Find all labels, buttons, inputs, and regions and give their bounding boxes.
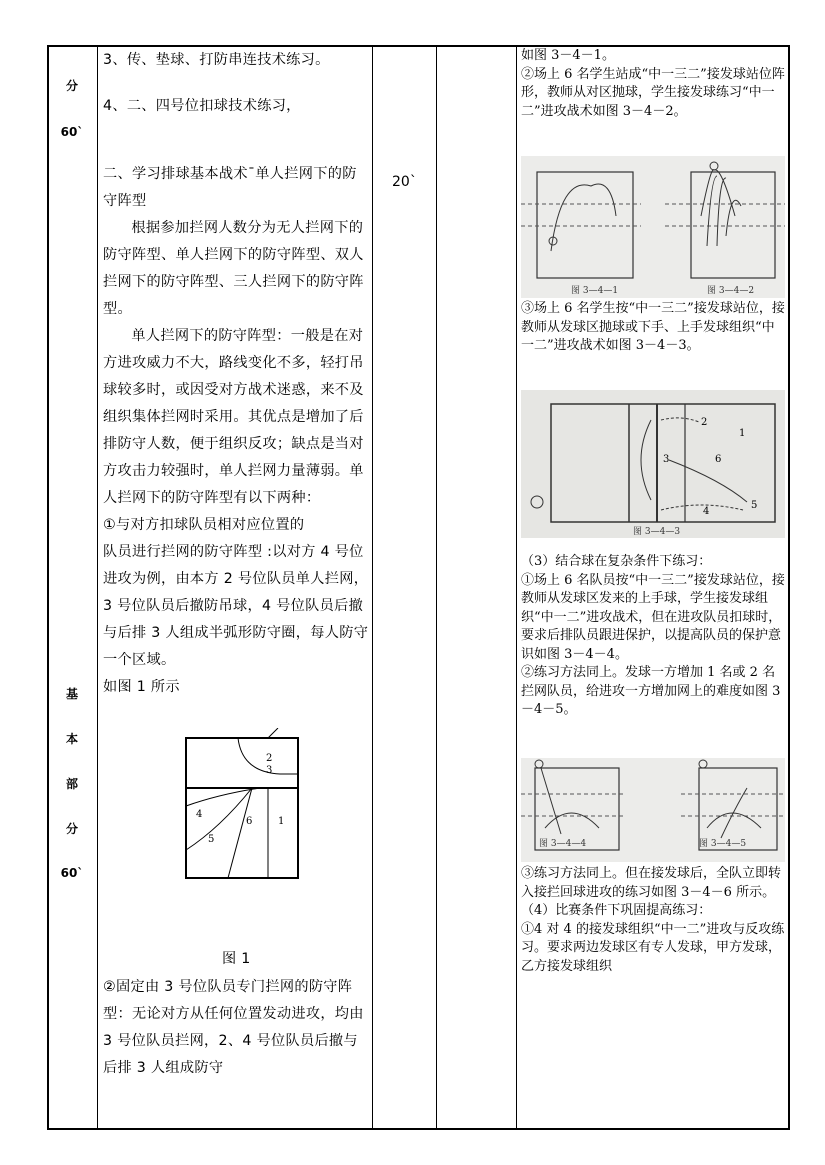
player-label: 4 — [196, 809, 203, 820]
paragraph: 单人拦网下的防守阵型：一般是在对方进攻威力不大，路线变化不多，轻打吊球较多时，或因受对方战术迷惑，来不及组织集体拦网时采用。其优点是增加了后排防守人数，便于组织反攻；缺点是当对方攻击力较强时，单人拦网力量薄弱。单人拦网下的防守阵型有以下两种： — [103, 328, 364, 506]
side-label: 分 — [65, 79, 78, 93]
side-label: 分 — [65, 822, 78, 836]
column-divider — [372, 45, 373, 1130]
paragraph: ③练习方法同上。但在接发球后，全队立即转入接拦回球进攻的练习如图 3－4－6 所示。 — [521, 866, 782, 900]
player-label: 5 — [751, 500, 758, 511]
figure-caption: 图 3—4—5 — [699, 839, 747, 849]
paragraph: （4）比赛条件下巩固提高练习： — [521, 903, 712, 918]
practice-item-4: 4、二、四号位扣球技术练习， — [103, 98, 301, 114]
figure-3-4-1-and-2 — [521, 156, 785, 298]
side-label: 60` — [60, 125, 84, 139]
player-label: 3 — [663, 454, 670, 465]
right-text-top — [521, 47, 786, 121]
player-label: 1 — [739, 428, 746, 439]
figure-caption: 图 3—4—1 — [571, 286, 619, 296]
side-label: 部 — [65, 777, 78, 791]
paragraph: 根据参加拦网人数分为无人拦网下的防守阵型、单人拦网下的防守阵型、双人拦网下的防守阵型、三人拦网下的防守阵型。 — [103, 220, 364, 317]
section-heading: 二、学习排球基本战术¯单人拦网下的防守阵型 — [103, 166, 357, 209]
paragraph: 队员进行拦网的防守阵型 :以对方 4 号位进攻为例，由本方 2 号位队员单人拦网，3 号位队员后撤防吊球，4 号位队员后撤与后排 3 人组成半弧形防守圈，每人防守一个区域。 — [103, 544, 369, 668]
figure-1-court-diagram — [180, 728, 302, 880]
player-label: 6 — [715, 454, 722, 465]
figure-3-4-3 — [521, 390, 785, 538]
figure-1-caption: 图 1 — [222, 951, 251, 967]
paragraph: （3）结合球在复杂条件下练习： — [521, 554, 712, 569]
practice-item-3: 3、传、垫球、打防串连技术练习。 — [103, 52, 330, 68]
column-divider — [97, 45, 98, 1130]
paragraph: 如图 3－4－1。 — [521, 48, 615, 63]
paragraph: ①场上 6 名队员按“中一三二”接发球站位，接教师从发球区发来的上手球，学生接发球组织“中一二”进攻战术，但在进攻队员扣球时，要求后排队员跟进保护，以提高队员的保护意识如图 3－4－4。 — [521, 572, 785, 662]
player-label: 2 — [266, 753, 273, 764]
paragraph: ②固定由 3 号位队员专门拦网的防守阵型：无论对方从任何位置发动进攻，均由 3 号位队员拦网，2、4 号位队员后撤与后排 3 人组成防守 — [103, 979, 364, 1076]
column-divider — [436, 45, 437, 1130]
content-block-top — [103, 47, 369, 140]
player-label: 1 — [278, 816, 285, 827]
player-label: 2 — [701, 417, 708, 428]
paragraph: ②练习方法同上。发球一方增加 1 名或 2 名拦网队员，给进攻一方增加网上的难度如图 3－4－5。 — [521, 665, 781, 717]
paragraph: ①与对方扣球队员相对应位置的 — [103, 517, 305, 533]
paragraph: ①4 对 4 的接发球组织“中一二”进攻与反攻练习。要求两边发球区有专人发球，甲方发球，乙方接发球组织 — [521, 921, 785, 974]
figure-caption: 图 3—4—3 — [633, 527, 681, 537]
figure-caption: 图 3—4—2 — [707, 286, 755, 296]
figure-caption: 图 3—4—4 — [539, 839, 587, 849]
side-label: 基 — [65, 687, 78, 701]
side-label: 60` — [60, 866, 84, 880]
time-value: 20` — [392, 174, 417, 190]
player-label: 3 — [266, 765, 273, 776]
right-text-3 — [521, 553, 786, 720]
figure-3-4-4-and-5 — [521, 758, 785, 862]
paragraph: ③场上 6 名学生按“中一三二”接发球站位，接教师从发球区抛球或下手、上手发球组织“中一二”进攻战术如图 3－4－3。 — [521, 301, 785, 353]
content-block-main — [103, 161, 369, 701]
player-label: 6 — [246, 816, 253, 827]
right-text-2 — [521, 300, 786, 356]
player-label: 4 — [703, 506, 710, 517]
column-divider — [516, 45, 517, 1130]
right-text-4 — [521, 865, 786, 976]
content-block-bottom — [103, 974, 369, 1082]
side-label: 本 — [65, 732, 78, 746]
paragraph: ②场上 6 名学生站成“中一三二”接发球站位阵形，教师从对区抛球，学生接发球练习“中一二”进攻战术如图 3－4－2。 — [521, 66, 785, 119]
paragraph: 如图 1 所示 — [103, 679, 180, 695]
player-label: 5 — [208, 834, 215, 845]
